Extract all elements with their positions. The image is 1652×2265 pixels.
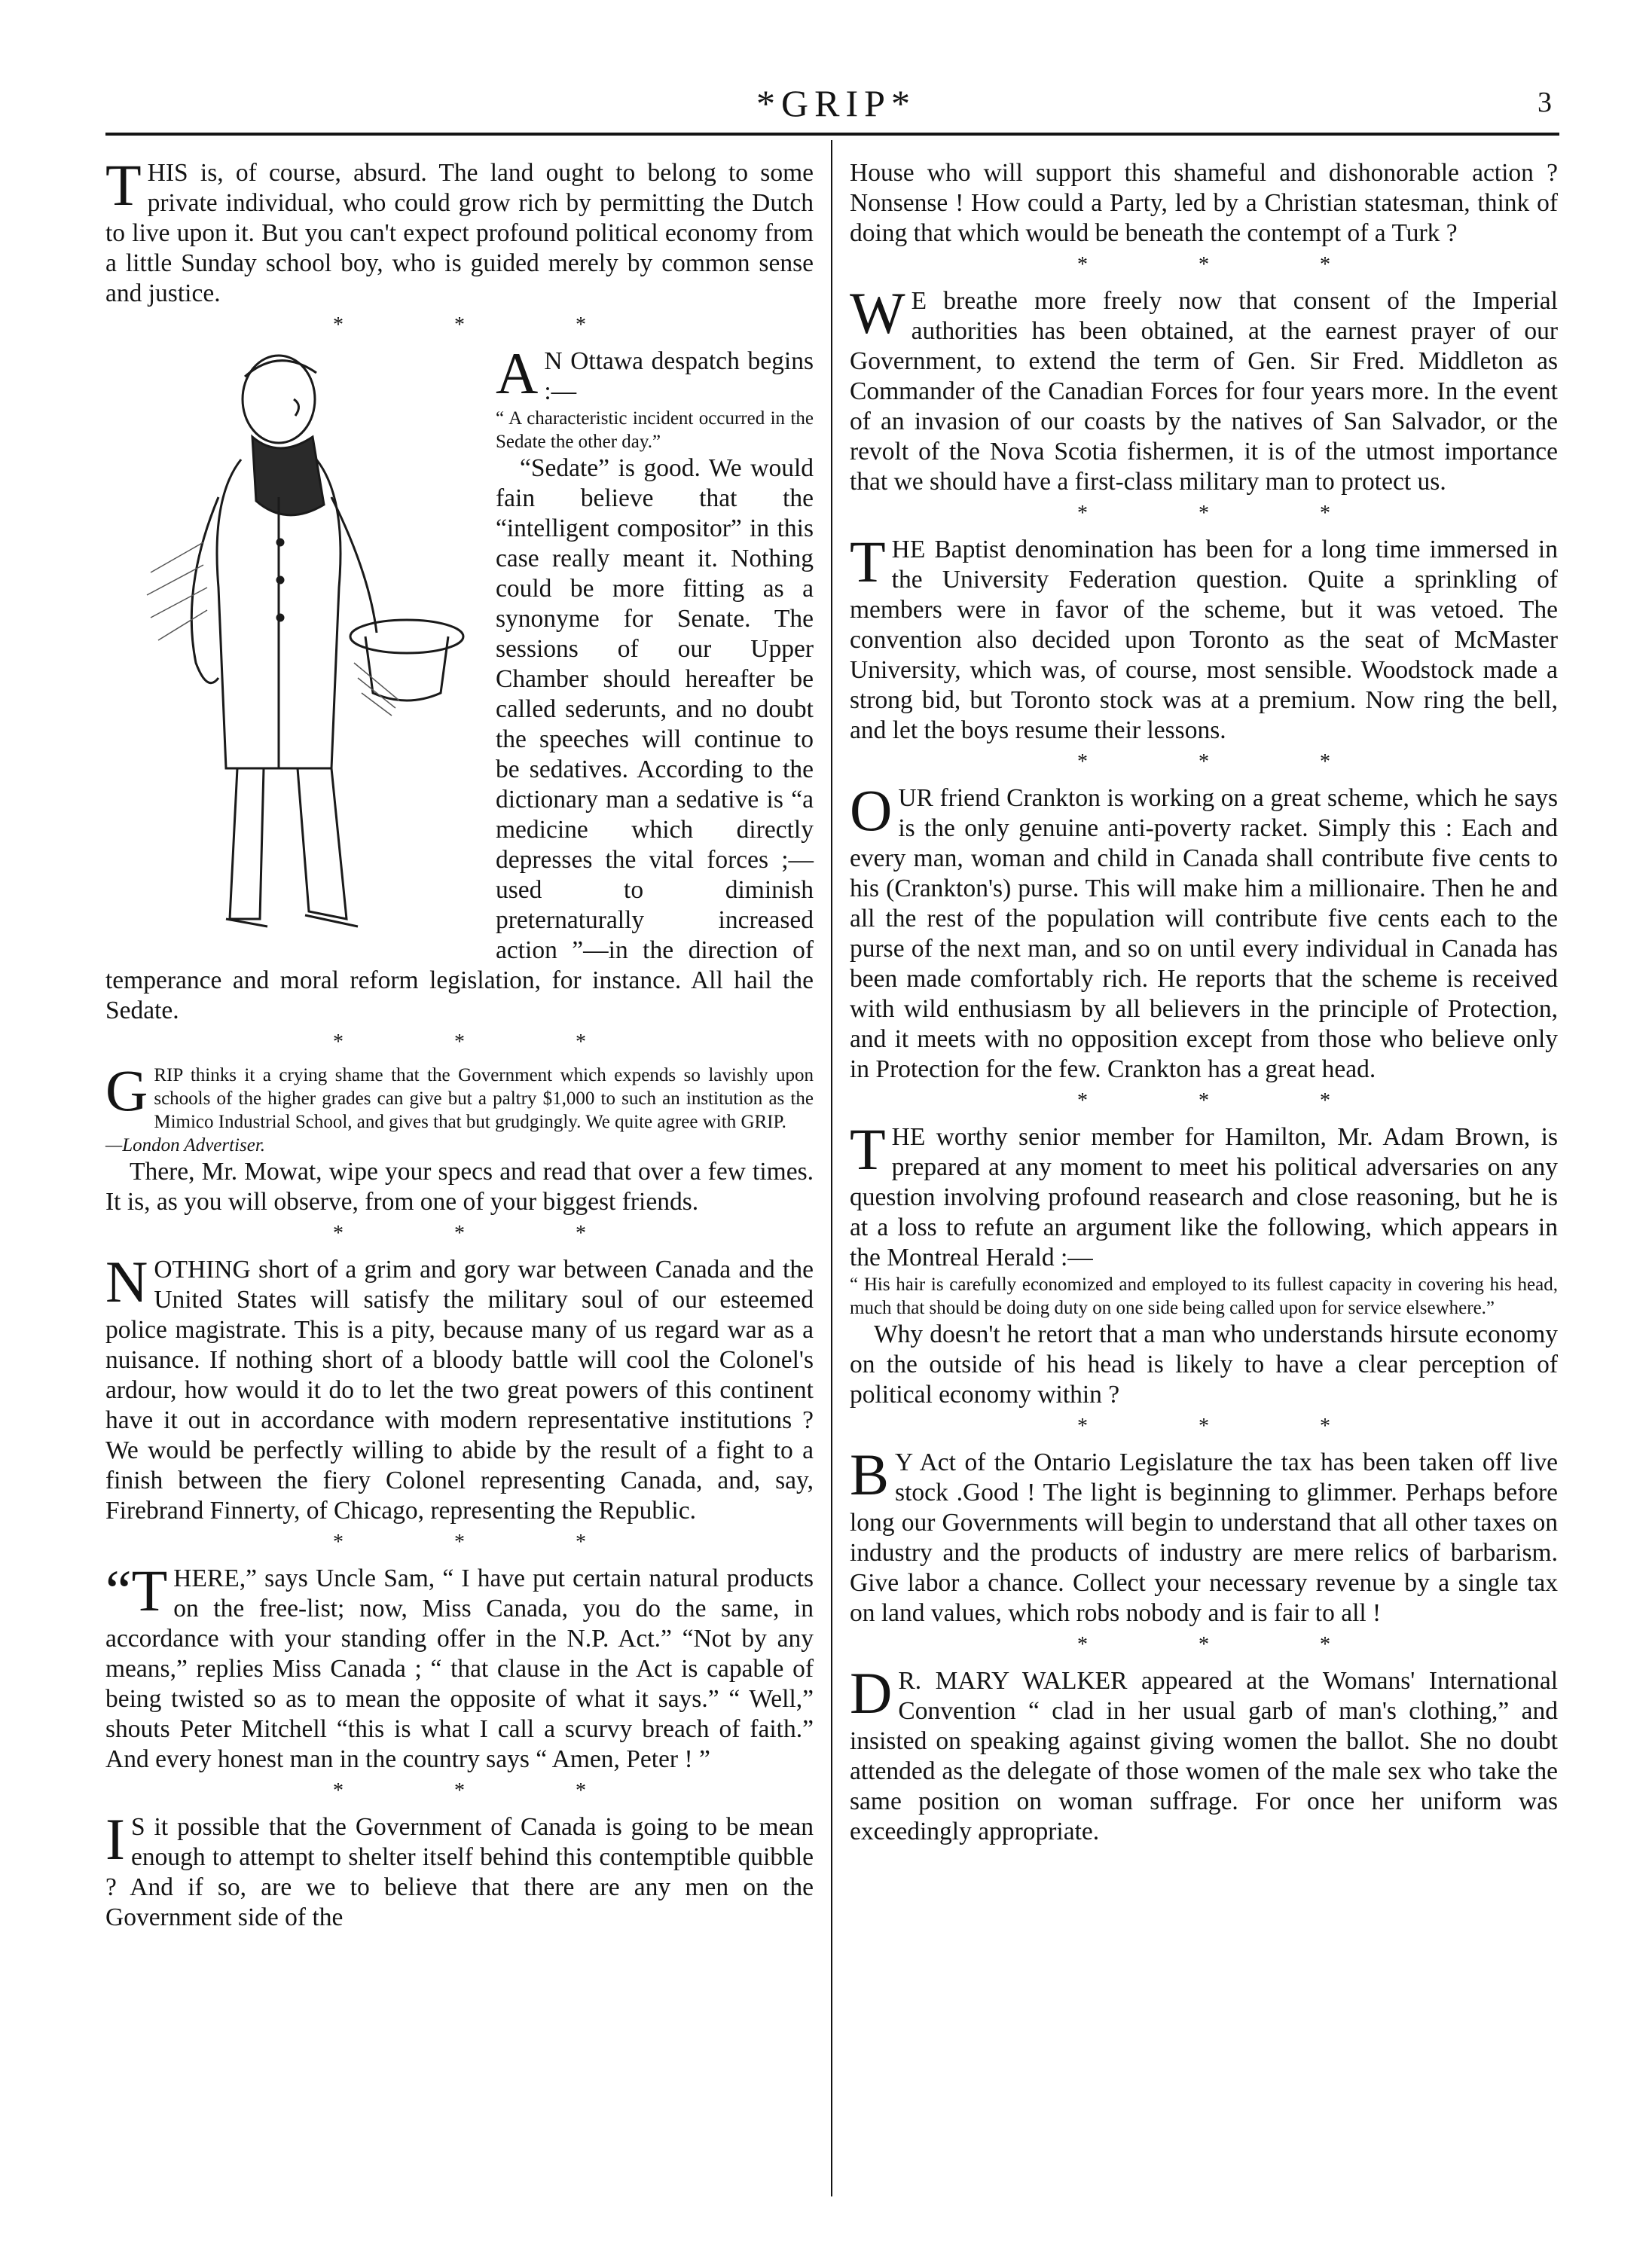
- separator-stars: * * *: [1077, 1633, 1383, 1656]
- article-quibble: [105, 1806, 814, 1933]
- left-column: [105, 152, 814, 1937]
- separator-stars: * * *: [333, 313, 639, 337]
- article-middleton: [850, 280, 1558, 497]
- drop-cap: D: [850, 1660, 893, 1726]
- article-live-stock: [850, 1442, 1558, 1629]
- separator-stars: * * *: [1077, 502, 1383, 525]
- article-text: House who will support this shameful and dishonorable action ? Nonsense ! How could a Party, led by a Christian statesman, think of doing that which would be beneath the contempt of a Turk ?: [850, 159, 1558, 247]
- separator-stars: * * *: [333, 1030, 639, 1054]
- separator-stars: * * *: [1077, 1415, 1383, 1438]
- article-text: S it possible that the Government of Canada is going to be mean enough to attempt to shelter itself behind this contemptible quibble ? And if so, are we to believe that there are any men on the Government side of the: [105, 1813, 814, 1931]
- right-column: [850, 158, 1558, 1851]
- drop-cap: T: [850, 1116, 886, 1182]
- illustration-gentleman-with-hat: [105, 346, 482, 949]
- drop-cap: B: [850, 1442, 890, 1507]
- drop-cap: A: [496, 340, 539, 406]
- article-text: Y Act of the Ontario Legislature the tax has been taken off live stock .Good ! The light is beginning to glimmer. Perhaps before long our Governments will begin to understand that all other taxes on industry and the products of industry are mere relics of barbarism. Give labor a chance. Collect your necessary revenue by a single tax on land values, which robs nobody and is fair to all !: [850, 1448, 1558, 1627]
- page-number: 3: [1537, 87, 1552, 118]
- drop-cap: O: [850, 777, 893, 843]
- separator-stars: * * *: [333, 1779, 639, 1803]
- article-uncle-sam: [105, 1558, 814, 1775]
- drop-cap: I: [105, 1806, 125, 1872]
- drop-cap: W: [850, 280, 905, 346]
- article-text: HERE,” says Uncle Sam, “ I have put certain natural products on the free-list; now, Miss Canada, you do the same, in accordance with your standing offer in the N.P. Act.” “Not by any means,” replies Miss Canada ; “ that clause in the Act is capable of being twisted so as to mean the opposite of what it says.” “ Well,” shouts Peter Mitchell “this is what I call a scurvy breach of faith.” And every honest man in the country says “ Amen, Peter ! ”: [105, 1564, 814, 1773]
- article-text: R. MARY WALKER appeared at the Womans' International Convention “ clad in her usual garb of man's clothing,” and insisted on speaking against giving women the ballot. She no doubt attended as the delegate of those women of the male sex who take the same position on woman suffrage. For once her uniform was exceedingly appropriate.: [850, 1667, 1558, 1845]
- masthead: [105, 81, 1567, 127]
- article-continued: [850, 158, 1558, 249]
- article-text: HE Baptist denomination has been for a long time immersed in the University Federation question. Quite a sprinkling of members were in favor of the scheme, but it was vetoed. The convention also decided upon Toronto as the seat of McMaster University, which was, of course, most sensible. Woodstock made a strong bid, but Toronto stock was at a premium. Now ring the bell, and let the boys resume their lessons.: [850, 536, 1558, 744]
- article-text: HE worthy senior member for Hamilton, Mr. Adam Brown, is prepared at any moment to meet his political adversaries on any question involving profound reasearch and close reasoning, but he is at a loss to refute an argument like the following, which appears in the Montreal Herald :—: [850, 1123, 1558, 1271]
- quote-source: —London Advertiser.: [105, 1135, 266, 1155]
- article-adam-brown: [850, 1116, 1558, 1410]
- article-text: UR friend Crankton is working on a great scheme, which he says is the only genuine anti-poverty racket. Simply this : Each and every man, woman and child in Canada shall contribute five cents to his (Crankton's) purse. This will make him a millionaire. Then he and all the rest of the population will contribute five cents each to the purse of the next man, and so on until every individual in Canada has been made comfortably rich. He reports that the scheme is received with wild enthusiasm by all believers in the principle of Protection, and it meets with no opposition except from those who believe only in Protection for the few. Crankton has a great head.: [850, 784, 1558, 1083]
- article-quote: RIP thinks it a crying shame that the Government which expends so lavishly upon schools of the higher grades can give but a paltry $1,000 to such an institution as the Mimico Industrial School, and gives that but grudgingly. We quite agree with GRIP.: [154, 1065, 814, 1132]
- separator-stars: * * *: [1077, 1089, 1383, 1113]
- drop-cap: T: [850, 529, 886, 594]
- column-divider: [831, 140, 832, 2196]
- article-sedate: [105, 340, 814, 1026]
- masthead-title: *GRIP*: [756, 82, 916, 124]
- separator-stars: * * *: [1077, 750, 1383, 774]
- article-baptist: [850, 529, 1558, 746]
- article-crankton: [850, 777, 1558, 1085]
- article-text: OTHING short of a grim and gory war between Canada and the United States will satisfy the military soul of our esteemed police magistrate. This is a pity, because many of us regard war as a nuisance. If nothing short of a bloody battle will cool the Colonel's ardour, how would it do to let the two great powers of this continent have it out in accordance with modern representative institutions ? We would be perfectly willing to abide by the result of a fight to a finish between the fiery Colonel representing Canada, and, say, Firebrand Finnerty, of Chicago, representing the Republic.: [105, 1256, 814, 1525]
- header-rule: [105, 133, 1559, 136]
- separator-stars: * * *: [333, 1531, 639, 1554]
- drop-cap: “T: [105, 1558, 168, 1623]
- separator-stars: * * *: [333, 1222, 639, 1245]
- article-absurd: [105, 152, 814, 309]
- drop-cap: T: [105, 152, 142, 218]
- article-war: [105, 1249, 814, 1526]
- article-quote: “ His hair is carefully economized and employed to its fullest capacity in covering his head, much that should be doing duty on one side being called upon for service elsewhere.”: [850, 1274, 1558, 1318]
- article-lead: N Ottawa despatch begins :—: [544, 347, 814, 405]
- drop-cap: G: [105, 1058, 148, 1123]
- article-text: E breathe more freely now that consent of the Imperial authorities has been obtained, at the earnest prayer of our Government, to extend the term of Gen. Sir Fred. Middleton as Commander of the Canadian Forces for four years more. In the event of an invasion of our coasts by the natives of San Salvador, or the revolt of the Nova Scotia fishermen, it is of the utmost importance that we should have a first-class military man to protect us.: [850, 287, 1558, 496]
- article-quote: “ A characteristic incident occurred in the Sedate the other day.”: [496, 408, 814, 452]
- article-text: Why doesn't he retort that a man who understands hirsute economy on the outside of his head is likely to have a clear perception of political economy within ?: [850, 1320, 1558, 1409]
- article-text: There, Mr. Mowat, wipe your specs and read that over a few times. It is, as you will observe, from one of your biggest friends.: [105, 1158, 814, 1216]
- gentleman-illustration: [105, 346, 482, 949]
- drop-cap: N: [105, 1249, 148, 1314]
- article-text: HIS is, of course, absurd. The land ought to belong to some private individual, who could grow rich by permitting the Dutch to live upon it. But you can't expect profound political economy from a little Sunday school boy, who is guided merely by common sense and justice.: [105, 159, 814, 307]
- article-grip-quote: [105, 1058, 814, 1217]
- article-text: “Sedate” is good. We would fain believe that the “intelligent compositor” in this case really meant it. Nothing could be more fitting as a synonyme for Senate. The sessions of our Upper Chamber should hereafter be called sederunts, and no doubt the speeches will continue to be sedatives. According to the dictionary man a sedative is “a medicine which directly depresses the vital forces ;—used to diminish preternaturally increased action ”—in the direction of temperance and moral reform legislation, for instance. All hail the Sedate.: [105, 454, 814, 1024]
- article-mary-walker: [850, 1660, 1558, 1847]
- separator-stars: * * *: [1077, 253, 1383, 276]
